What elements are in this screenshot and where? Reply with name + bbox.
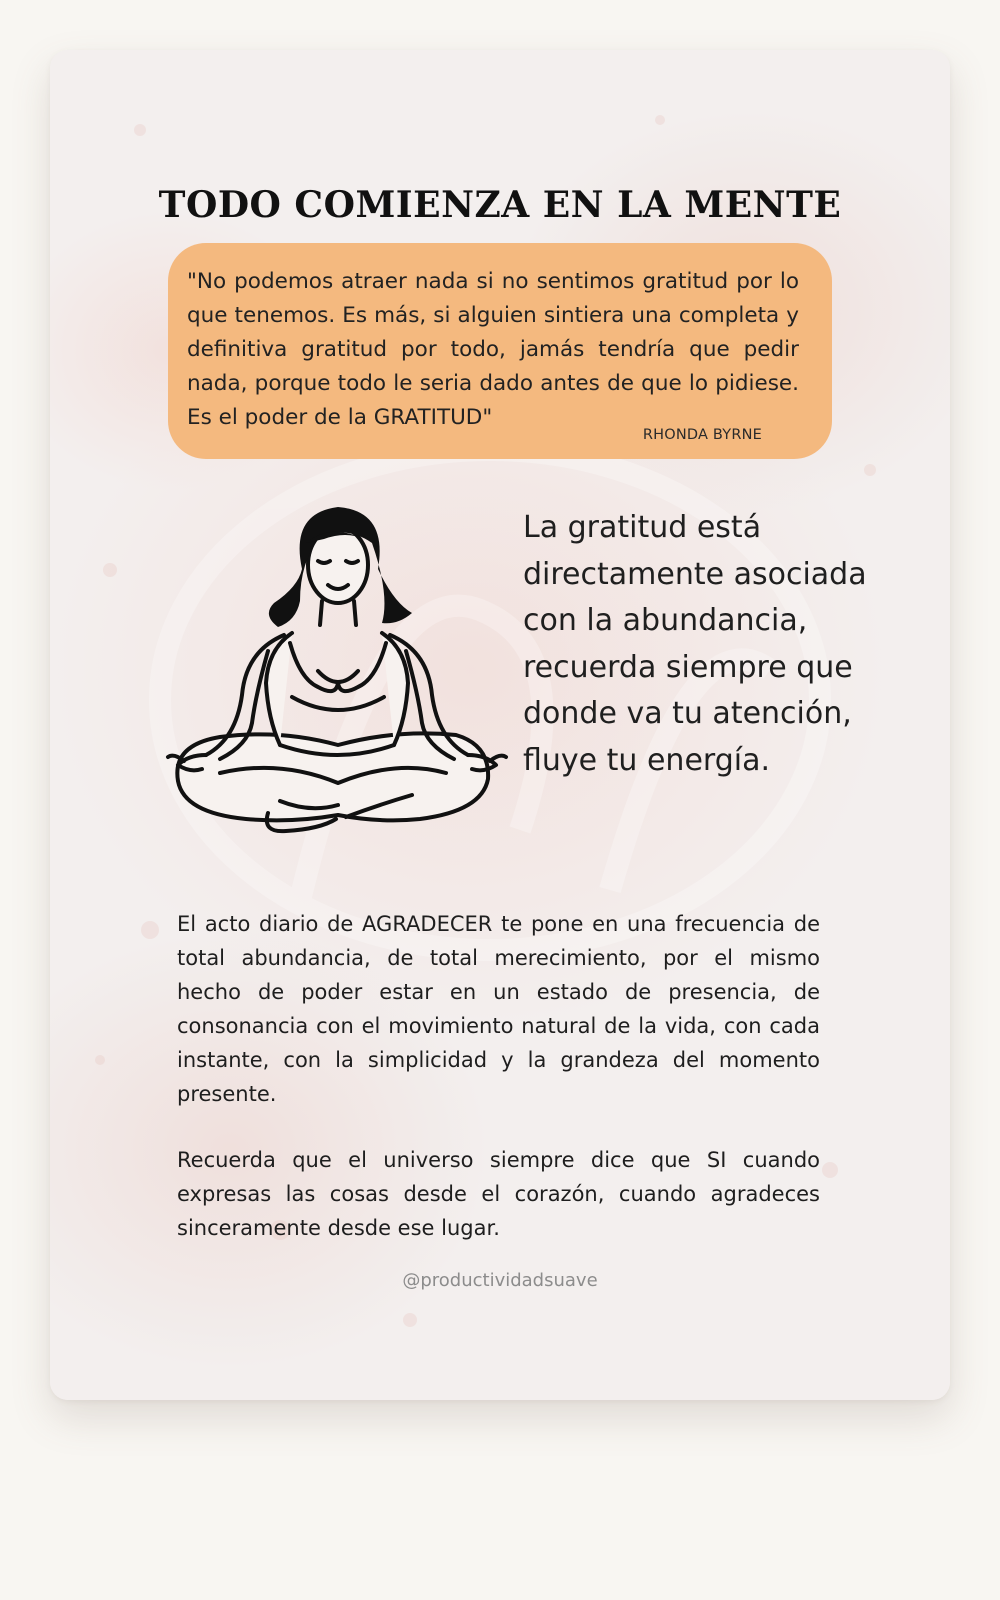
body-paragraph-2: Recuerda que el universo siempre dice que SI cuando expresas las cosas desde el corazón, cuando agradeces sinceramente desde ese lugar. (177, 1148, 820, 1240)
quote-box (168, 243, 832, 459)
gratitude-statement: La gratitud está directamente asociada con la abundancia, recuerda siempre que donde va tu atención, fluye tu energía. (523, 510, 867, 778)
quote-author: RHONDA BYRNE (642, 427, 762, 443)
page-title: TODO COMIENZA EN LA MENTE (158, 184, 842, 226)
quote-text: "No podemos atraer nada si no sentimos gratitud por lo que tenemos. Es más, si alguien sintiera una completa y definitiva gratitud por todo, jamás tendría que pedir nada, porque todo le seria dado antes de que lo pidiese. Es el poder de la GRATITUD" (187, 269, 799, 430)
author-handle: @productividadsuave (402, 1270, 598, 1291)
body-paragraph-1: El acto diario de AGRADECER te pone en una frecuencia de total abundancia, de total merecimiento, por el mismo hecho de poder estar en un estado de presencia, de consonancia con el movimiento natural de la vida, con cada instante, con la simplicidad y la grandeza del momento presente. (177, 912, 820, 1106)
meditating-woman-icon (150, 483, 510, 853)
content-card (50, 50, 950, 1400)
